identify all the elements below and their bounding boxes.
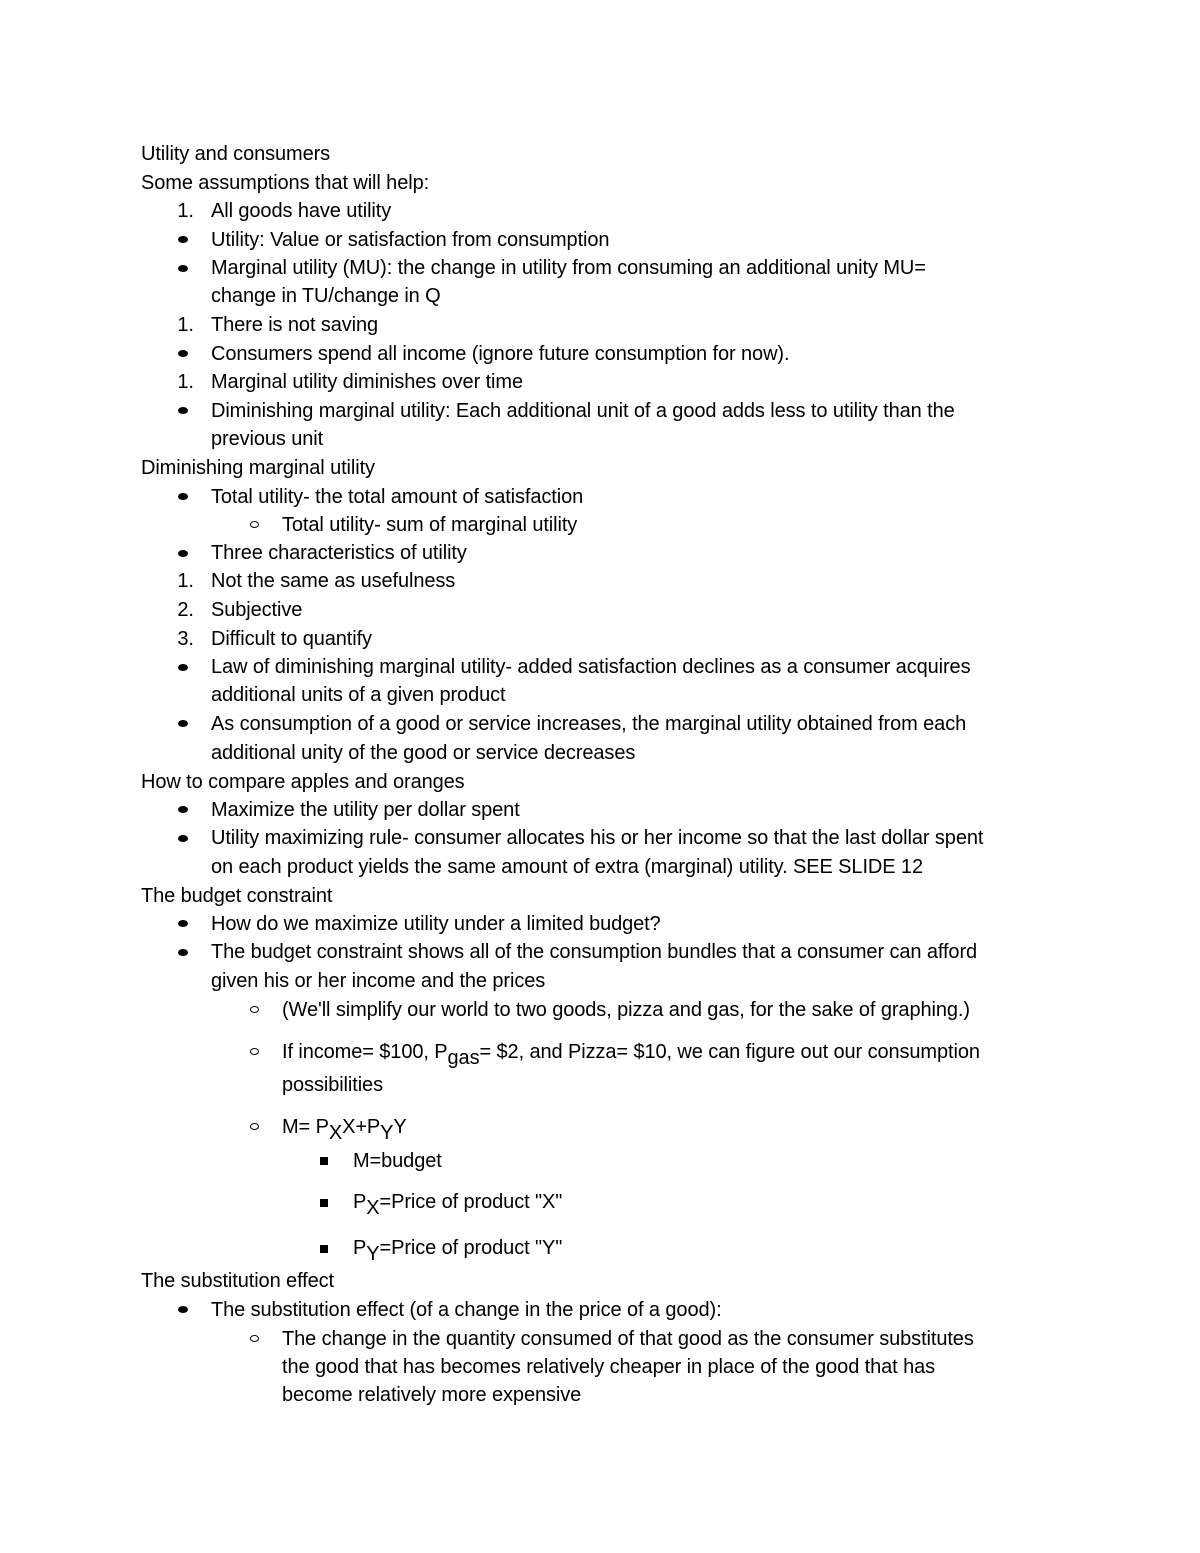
list-item-continuation: change in TU/change in Q (211, 285, 441, 307)
list-item: M=budget (353, 1150, 442, 1172)
list-item: Maximize the utility per dollar spent (211, 799, 520, 821)
list-item: Marginal utility (MU): the change in utility from consuming an additional unity MU= (211, 257, 926, 279)
text-run: P (353, 1237, 367, 1259)
bullet-icon (178, 350, 188, 357)
bullet-icon (178, 1306, 188, 1313)
list-item: Consumers spend all income (ignore future consumption for now). (211, 343, 790, 365)
section-heading: Diminishing marginal utility (141, 457, 375, 479)
bullet-icon (178, 949, 188, 956)
equation (282, 1113, 407, 1144)
bullet-icon (178, 720, 188, 727)
list-item: Law of diminishing marginal utility- added satisfaction declines as a consumer acquires (211, 656, 971, 678)
text-run: =Price of product "X" (379, 1191, 563, 1213)
square-bullet-icon (320, 1157, 328, 1165)
list-item (353, 1188, 563, 1219)
list-item: The change in the quantity consumed of that good as the consumer substitutes (282, 1328, 974, 1350)
text-run: P (353, 1191, 367, 1213)
subscript: Y (380, 1122, 394, 1144)
hollow-bullet-icon (250, 1123, 259, 1130)
text-run: M= P (282, 1116, 329, 1138)
subscript: X (366, 1197, 380, 1219)
subscript: Y (366, 1243, 380, 1265)
bullet-icon (178, 920, 188, 927)
list-item-continuation: on each product yields the same amount of extra (marginal) utility. SEE SLIDE 12 (211, 856, 923, 878)
section-heading: The budget constraint (141, 885, 333, 907)
text-run: X+P (342, 1116, 381, 1138)
list-item: All goods have utility (211, 200, 392, 222)
section-heading: The substitution effect (141, 1270, 335, 1292)
list-item: Utility maximizing rule- consumer allocates his or her income so that the last dollar spent (211, 827, 984, 849)
bullet-icon (178, 550, 188, 557)
list-item: As consumption of a good or service increases, the marginal utility obtained from each (211, 713, 967, 735)
list-item-continuation: become relatively more expensive (282, 1384, 582, 1406)
list-item (282, 1038, 980, 1069)
bullet-icon (178, 407, 188, 414)
section-heading: Utility and consumers (141, 143, 331, 165)
list-item: There is not saving (211, 314, 379, 336)
hollow-bullet-icon (250, 1048, 259, 1055)
bullet-icon (178, 664, 188, 671)
section-heading: How to compare apples and oranges (141, 771, 465, 793)
text-run: If income= $100, P (282, 1041, 448, 1063)
list-item: Utility: Value or satisfaction from consumption (211, 229, 610, 251)
list-item: Difficult to quantify (211, 628, 372, 650)
list-number: 1. (177, 314, 194, 336)
text-run: Y (393, 1116, 407, 1138)
bullet-icon (178, 236, 188, 243)
list-number: 1. (177, 570, 194, 592)
list-number: 3. (177, 628, 194, 650)
list-item: How do we maximize utility under a limited budget? (211, 913, 661, 935)
list-item: Marginal utility diminishes over time (211, 371, 523, 393)
list-item: The substitution effect (of a change in the price of a good): (211, 1299, 722, 1321)
list-item-continuation: given his or her income and the prices (211, 970, 546, 992)
list-item: (We'll simplify our world to two goods, pizza and gas, for the sake of graphing.) (282, 999, 970, 1021)
bullet-icon (178, 493, 188, 500)
bullet-icon (178, 265, 188, 272)
hollow-bullet-icon (250, 521, 259, 528)
hollow-bullet-icon (250, 1335, 259, 1342)
list-number: 1. (177, 371, 194, 393)
bullet-icon (178, 835, 188, 842)
text-run: = $2, and Pizza= $10, we can figure out our consumption (479, 1041, 980, 1063)
list-item: Diminishing marginal utility: Each additional unit of a good adds less to utility than the (211, 400, 955, 422)
list-item: Not the same as usefulness (211, 570, 456, 592)
list-item: The budget constraint shows all of the consumption bundles that a consumer can afford (211, 941, 978, 963)
subscript: X (328, 1122, 343, 1144)
list-item: Three characteristics of utility (211, 542, 467, 564)
list-item-continuation: previous unit (211, 428, 324, 450)
list-number: 2. (177, 599, 194, 621)
list-item-continuation: the good that has becomes relatively cheaper in place of the good that has (282, 1356, 936, 1378)
hollow-bullet-icon (250, 1006, 259, 1013)
list-item (353, 1234, 563, 1265)
list-item-continuation: additional units of a given product (211, 684, 506, 706)
bullet-icon (178, 806, 188, 813)
square-bullet-icon (320, 1245, 328, 1253)
list-number: 1. (177, 200, 194, 222)
list-item: Total utility- the total amount of satisfaction (211, 486, 584, 508)
paragraph-text: Some assumptions that will help: (141, 172, 430, 194)
list-item: Total utility- sum of marginal utility (282, 514, 578, 536)
text-run: =Price of product "Y" (379, 1237, 563, 1259)
list-item: Subjective (211, 599, 303, 621)
list-item-continuation: possibilities (282, 1074, 383, 1096)
list-item-continuation: additional unity of the good or service decreases (211, 742, 636, 764)
square-bullet-icon (320, 1199, 328, 1207)
subscript: gas (447, 1047, 480, 1069)
